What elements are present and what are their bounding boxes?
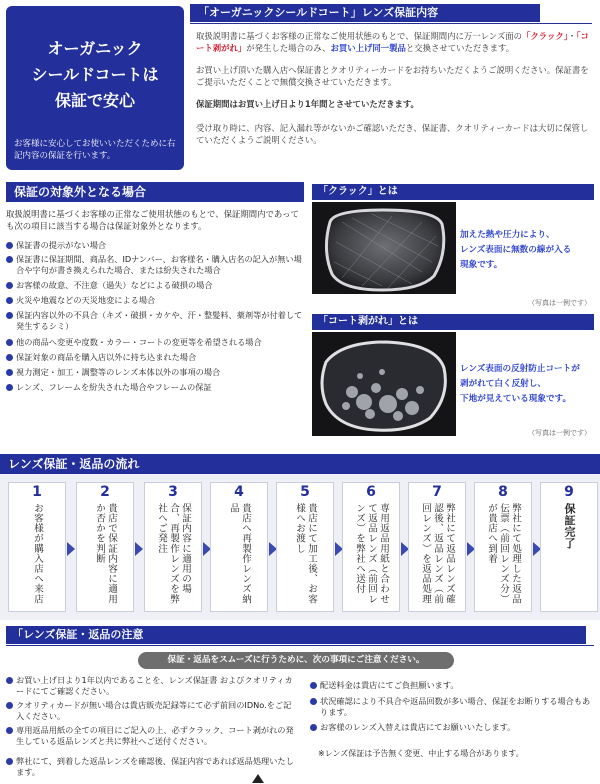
exclusion-item: 視力測定・加工・調整等のレンズ本体以外の事項の場合 xyxy=(6,367,306,378)
exclusion-item: 火災や地震などの天災地変による場合 xyxy=(6,295,306,306)
note-item: 配送料金は貴店にてご負担願います。 xyxy=(310,680,594,691)
notes-heading-text: 「レンズ保証・返品の注意 xyxy=(6,626,586,644)
step-text: 保証完了 xyxy=(563,503,576,549)
warranty-heading xyxy=(190,4,592,24)
promo-note: お客様に安心してお使いいただくために右記内容の保証を行います。 xyxy=(14,139,176,161)
exclusion-item: 他の商品へ変更や度数・カラー・コートの変更等を希望される場合 xyxy=(6,337,306,348)
step-number: 3 xyxy=(168,484,178,500)
exclusions-heading: 保証の対象外となる場合 xyxy=(6,182,304,202)
step-text: お客様が購入店へ来店 xyxy=(32,503,43,604)
bullet-icon xyxy=(6,282,13,289)
promo-title-line-3: 保証で安心 xyxy=(54,91,135,110)
exclusion-item: 保証内容以外の不具合（キズ・破損・カケや、汗・整髪料、薬剤等が付着して発生するシミ） xyxy=(6,310,306,332)
crack-photo-note: （写真は一例です） xyxy=(528,299,591,307)
flow-step xyxy=(210,482,268,612)
step-number: 7 xyxy=(432,484,442,500)
step-number: 5 xyxy=(300,484,310,500)
p1-peel: 「コート剥がれ」 xyxy=(196,31,589,53)
flow-step xyxy=(408,482,466,612)
step-text: 貴店にて加工後、お客様へお渡し xyxy=(294,503,317,604)
step-number: 9 xyxy=(564,484,574,500)
promo-title xyxy=(6,36,184,114)
promo-box xyxy=(6,6,184,170)
flow-heading: レンズ保証・返品の流れ xyxy=(0,454,600,474)
warranty-paragraph-4: 受け取り時に、内容、記入漏れ等がないかご確認いただき、保証書、クオリティーカードは大切に保管していただくようご説明ください。 xyxy=(196,123,589,145)
peel-heading: 「コート剥がれ」とは xyxy=(312,314,594,330)
bullet-icon xyxy=(310,682,317,689)
peel-description: レンズ表面の反射防止コートが 剥がれて白く反射し、 下地が見えている現象です。 xyxy=(460,364,580,404)
notes-heading xyxy=(6,626,594,646)
warranty-heading-text: 「オーガニックシールドコート」レンズ保証内容 xyxy=(190,4,540,22)
warranty-period: 保証期間はお買い上げ日より1年間とさせていただきます。 xyxy=(196,99,419,109)
step-text: 保証内容に適用の場合、再製作レンズを弊社へご発注 xyxy=(156,503,191,604)
flow-step xyxy=(474,482,532,612)
peel-photo xyxy=(312,332,456,436)
p1-part-c: が発生した場合のみ、 xyxy=(246,43,331,53)
bullet-icon xyxy=(310,698,317,705)
flow-step xyxy=(76,482,134,612)
flow-step xyxy=(276,482,334,612)
exclusion-item: 保証書の提示がない場合 xyxy=(6,240,306,251)
bullet-icon xyxy=(6,312,13,319)
warranty-paragraph-2: お買い上げ頂いた購入店へ保証書とクオリティーカードをお持ちいただくようご説明ください。保証書をご提示いただくことで無償交換させていただきます。 xyxy=(196,65,589,87)
step-text: 弊社にて返品レンズ確認後、返品レンズ（前回レンズ）を返品処理 xyxy=(420,503,455,604)
notes-banner: 保証・返品をスムーズに行うために、次の事項にご注意ください。 xyxy=(138,652,454,669)
bullet-icon xyxy=(6,369,13,376)
step-number: 1 xyxy=(32,484,42,500)
note-item: 専用返品用紙の全ての項目にご記入の上、必ずクラック、コート剥がれの発生している返品レンズと共に弊社へご送付ください。 xyxy=(6,725,296,747)
exclusion-item: 保証対象の商品を購入店以外に持ち込まれた場合 xyxy=(6,352,306,363)
exclusion-item: レンズ、フレームを紛失された場合やフレームの保証 xyxy=(6,382,306,393)
bullet-icon xyxy=(6,727,13,734)
note-item: 状況確認により不具合や返品回数が多い場合、保証をお断りする場合もあります。 xyxy=(310,696,594,718)
exclusions-intro: 取扱説明書に基づくお客様の正常なご使用状態のもとで、保証期間内であっても次の項目に該当する場合は保証対象外となります。 xyxy=(6,209,299,231)
warranty-paragraph-1 xyxy=(196,30,592,54)
arrow-right-icon xyxy=(67,542,75,556)
p1-part-b: ・ xyxy=(567,31,577,41)
note-item: クオリティカードが無い場合は貴店販売記録等にて必ず前回のIDNo.をご記入ください。 xyxy=(6,700,296,722)
step-number: 4 xyxy=(234,484,244,500)
crack-heading: 「クラック」とは xyxy=(312,184,594,200)
bullet-icon xyxy=(6,242,13,249)
step-text: 弊社にて処理した返品伝票（前回レンズ分）が貴店へ到着 xyxy=(486,503,521,604)
exclusion-item: お客様の故意、不注意（過失）などによる破損の場合 xyxy=(6,280,306,291)
arrow-right-icon xyxy=(135,542,143,556)
step-number: 8 xyxy=(498,484,508,500)
promo-title-line-2: シールドコートは xyxy=(31,65,159,84)
flow-step xyxy=(144,482,202,612)
flow-step xyxy=(342,482,400,612)
promo-title-line-1: オーガニック xyxy=(47,39,143,58)
bullet-icon xyxy=(6,702,13,709)
note-item: お買い上げ日より1年以内であることを、レンズ保証書 およびクオリティカードにてご確認ください。 xyxy=(6,675,296,697)
step-text: 貴店で保証内容に適用か否かを判断 xyxy=(94,503,117,604)
p1-same-product: お買い上げ同一製品 xyxy=(330,43,406,53)
peel-photo-note: （写真は一例です） xyxy=(528,429,591,437)
flow-step xyxy=(540,482,598,612)
bullet-icon xyxy=(6,384,13,391)
note-item: お客様のレンズ入替えは貴店にてお願いいたします。 xyxy=(310,722,594,733)
step-text: 貴店へ再製作レンズ納品 xyxy=(228,503,251,604)
crack-photo xyxy=(312,202,456,294)
step-number: 2 xyxy=(100,484,110,500)
exclusion-item: 保証書に保証期間、商品名、IDナンバー、お客様名・購入店名の記入が無い場合や字句が書き換えられた場合、または紛失された場合 xyxy=(6,254,306,276)
step-text: 専用返品用紙と合わせて返品レンズ（前回レンズ）を弊社へ送付 xyxy=(354,503,389,604)
bullet-icon xyxy=(6,677,13,684)
bullet-icon xyxy=(6,339,13,346)
bullet-icon xyxy=(310,724,317,731)
crack-lens-image xyxy=(312,202,456,294)
step-number: 6 xyxy=(366,484,376,500)
bullet-icon xyxy=(6,758,13,765)
note-item: 弊社にて、到着した返品レンズを確認後、保証内容であれば返品処理いたします。 xyxy=(6,756,296,778)
p1-part-a: 取扱説明書に基づくお客様の正常なご使用状態のもとで、保証期間内に万一レンズ面の xyxy=(196,31,522,41)
p1-part-d: と交換させていただきます。 xyxy=(405,43,515,53)
footnote: ※レンズ保証は予告無く変更、中止する場合があります。 xyxy=(318,749,524,758)
bullet-icon xyxy=(6,297,13,304)
peel-lens-image xyxy=(312,332,456,436)
flow-step xyxy=(8,482,66,612)
bullet-icon xyxy=(6,256,13,263)
triangle-up-icon xyxy=(252,774,264,783)
bullet-icon xyxy=(6,354,13,361)
p1-crack: 「クラック」 xyxy=(522,31,568,41)
crack-description: 加えた熱や圧力により、 レンズ表面に無数の線が入る 現象です。 xyxy=(460,230,572,270)
